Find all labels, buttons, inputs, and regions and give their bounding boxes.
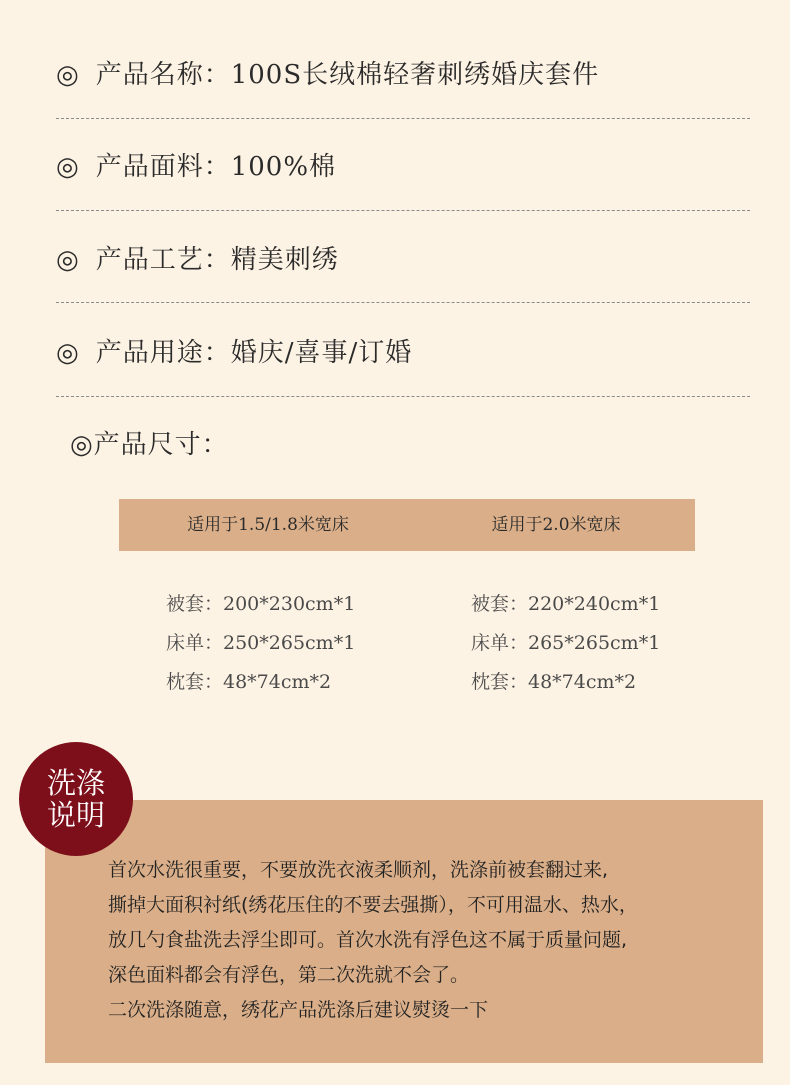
spec-label: 产品用途： (95, 338, 231, 368)
size-item-duvet-cover: 被套：200*230cm*1 (166, 593, 356, 615)
care-line: 放几勺食盐洗去浮尘即可。首次水洗有浮色这不属于质量问题, (108, 929, 628, 951)
size-item-duvet-cover: 被套：220*240cm*1 (471, 593, 661, 615)
size-item-bed-sheet: 床单：250*265cm*1 (166, 632, 356, 654)
care-line: 首次水洗很重要，不要放洗衣液柔顺剂，洗涤前被套翻过来, (108, 859, 609, 881)
dashed-divider (56, 302, 750, 303)
size-item-pillowcase: 枕套：48*74cm*2 (471, 671, 637, 693)
care-instructions-text (108, 853, 748, 1028)
spec-value: 100%棉 (230, 152, 337, 182)
bullet-icon: ◎ (56, 245, 80, 275)
size-list-column-1 (166, 585, 355, 702)
size-item-bed-sheet: 床单：265*265cm*1 (471, 632, 661, 654)
spec-row-usage (56, 336, 750, 370)
spec-value: 婚庆/喜事/订婚 (230, 338, 413, 368)
size-column-header-1: 适用于1.5/1.8米宽床 (187, 515, 349, 535)
spec-label: 产品工艺： (95, 245, 231, 275)
size-list-column-2 (471, 585, 660, 702)
dashed-divider (56, 118, 750, 119)
spec-label: 产品面料： (95, 152, 231, 182)
spec-row-product-name (56, 58, 750, 92)
spec-row-fabric (56, 150, 750, 184)
care-badge-line-2: 说明 (46, 798, 105, 832)
spec-value: 精美刺绣 (230, 245, 339, 275)
dashed-divider (56, 210, 750, 211)
spec-value: 100S长绒棉轻奢刺绣婚庆套件 (230, 60, 600, 90)
care-line: 深色面料都会有浮色，第二次洗就不会了。 (108, 964, 470, 986)
care-line: 撕掉大面积衬纸(绣花压住的不要去强撕），不可用温水、热水， (108, 894, 638, 916)
size-section-heading: ◎产品尺寸： (70, 430, 229, 460)
care-line: 二次洗涤随意，绣花产品洗涤后建议熨烫一下 (108, 999, 489, 1021)
bullet-icon: ◎ (56, 60, 80, 90)
care-badge-line-1: 洗涤 (46, 766, 105, 800)
bullet-icon: ◎ (56, 338, 80, 368)
spec-label: 产品名称： (95, 60, 231, 90)
bullet-icon: ◎ (56, 152, 80, 182)
size-table-header (119, 499, 695, 551)
size-item-pillowcase: 枕套：48*74cm*2 (166, 671, 332, 693)
care-instructions-badge (19, 742, 133, 856)
size-column-header-2: 适用于2.0米宽床 (491, 515, 621, 535)
dashed-divider (56, 396, 750, 397)
spec-row-craft (56, 243, 750, 277)
